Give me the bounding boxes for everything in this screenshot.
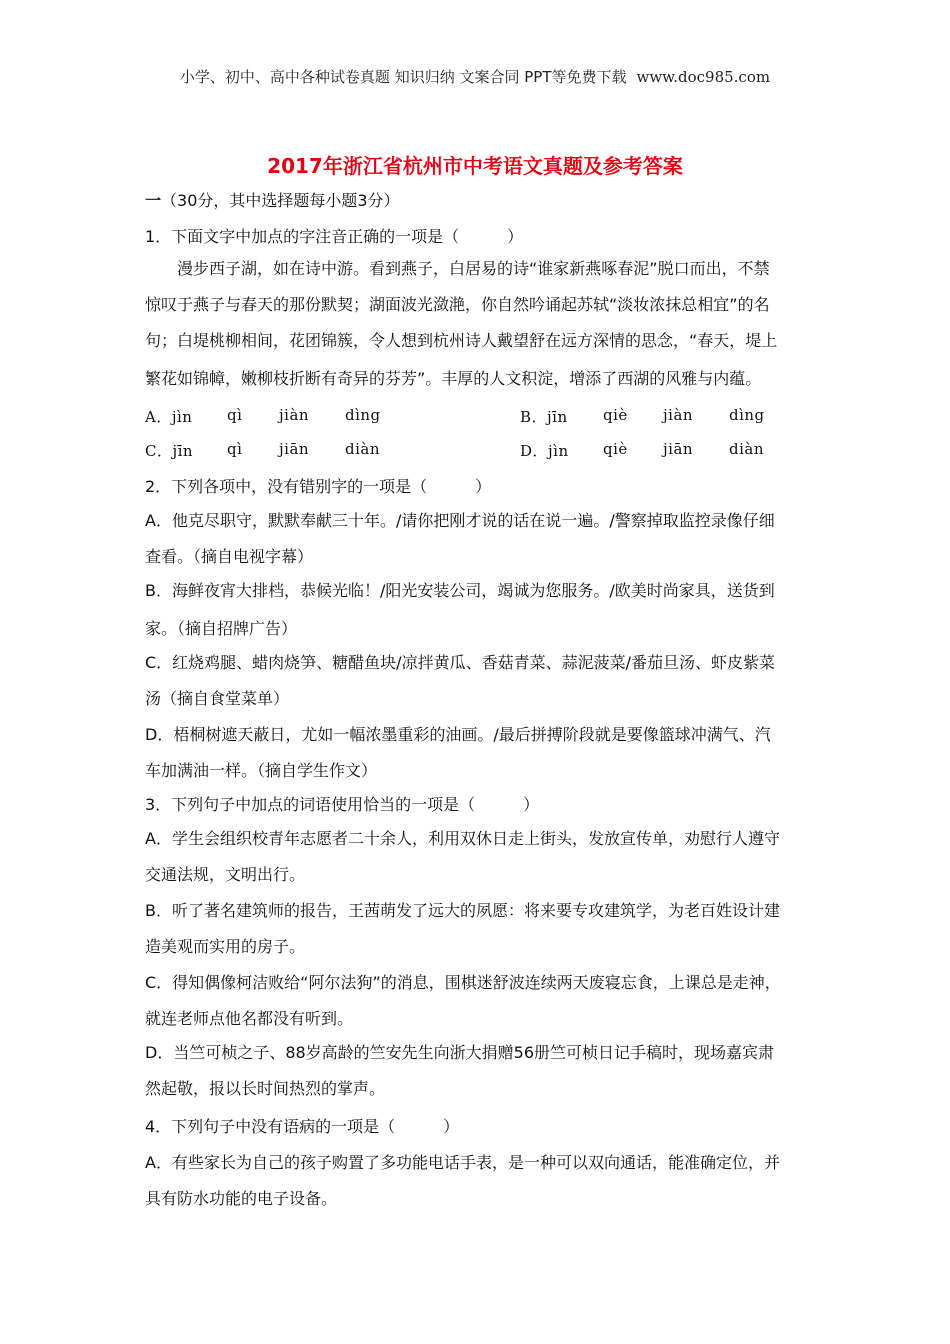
option-pinyin: qì xyxy=(227,440,243,458)
q2-option-a[interactable]: A．他克尽职守，默默奉献三十年。/请你把刚才说的话在说一遍。/警察掉取监控录像仔细 xyxy=(145,511,775,530)
option-pinyin: dìng xyxy=(729,406,765,424)
option-pinyin: diàn xyxy=(345,440,381,458)
q3-option-d[interactable]: D．当竺可桢之子、88岁高龄的竺安先生向浙大捐赠56册竺可桢日记手稿时，现场嘉宾肃 xyxy=(145,1043,775,1062)
option-pinyin: qì xyxy=(227,406,243,424)
q3-option-a[interactable]: A．学生会组织校青年志愿者二十余人，利用双休日走上街头，发放宣传单，劝慰行人遵守 xyxy=(145,829,780,848)
option-label: A．jìn xyxy=(145,408,193,426)
header-text: 小学、初中、高中各种试卷真题 知识归纳 文案合同 PPT等免费下载 xyxy=(179,68,627,86)
option-label: B．jīn xyxy=(520,408,568,426)
q2-option-c-cont: 汤（摘自食堂菜单） xyxy=(145,689,290,708)
q1-passage-line: 繁花如锦幛，嫩柳枝折断有奇异的芬芳”。丰厚的人文积淀，增添了西湖的风雅与内蕴。 xyxy=(145,369,762,388)
q2-option-c[interactable]: C．红烧鸡腿、蜡肉烧笋、糖醋鱼块/凉拌黄瓜、香菇青菜、蒜泥菠菜/番茄旦汤、虾皮紫菜 xyxy=(145,653,775,672)
q3-option-d-cont: 然起敬，报以长时间热烈的掌声。 xyxy=(145,1079,386,1098)
q3-option-c[interactable]: C．得知偶像柯洁败给“阿尔法狗”的消息，围棋迷舒波连续两天废寝忘食，上课总是走神， xyxy=(145,973,781,992)
option-pinyin: dìng xyxy=(345,406,381,424)
header-site[interactable]: www.doc985.com xyxy=(636,68,771,86)
section-mark: 一 xyxy=(145,191,162,210)
page-header xyxy=(0,66,950,87)
option-pinyin: jiàn xyxy=(279,406,310,424)
q1-passage-line: 句；白堤桃柳相间，花团锦簇，令人想到杭州诗人戴望舒在远方深情的思念，“春天，堤上 xyxy=(145,331,778,350)
section-heading xyxy=(145,188,400,211)
q2-option-b[interactable]: B．海鲜夜宵大排档，恭候光临！/阳光安装公司，竭诚为您服务。/欧美时尚家具，送货到 xyxy=(145,581,775,600)
q3-option-b[interactable]: B．听了著名建筑师的报告，王茜萌发了远大的夙愿：将来要专攻建筑学，为老百姓设计建 xyxy=(145,901,780,920)
option-label: C．jīn xyxy=(145,442,194,460)
q2-option-d[interactable]: D．梧桐树遮天蔽日，尤如一幅浓墨重彩的油画。/最后拼搏阶段就是要像篮球冲满气、汽 xyxy=(145,725,771,744)
option-pinyin: qiè xyxy=(603,440,628,458)
q4-option-a-cont: 具有防水功能的电子设备。 xyxy=(145,1189,338,1208)
q1-passage-line: 惊叹于燕子与春天的那份默契；湖面波光潋滟，你自然吟诵起苏轼“淡妆浓抹总相宜”的名 xyxy=(145,295,770,314)
q1-stem: 1．下面文字中加点的字注音正确的一项是（ ） xyxy=(145,227,524,246)
option-pinyin: jiàn xyxy=(663,406,694,424)
document-title: 2017年浙江省杭州市中考语文真题及参考答案 xyxy=(267,154,683,178)
option-pinyin: jiān xyxy=(663,440,694,458)
option-pinyin: diàn xyxy=(729,440,765,458)
q2-option-d-cont: 车加满油一样。（摘自学生作文） xyxy=(145,761,378,780)
q3-option-a-cont: 交通法规，文明出行。 xyxy=(145,865,306,884)
q2-stem: 2．下列各项中，没有错别字的一项是（ ） xyxy=(145,477,492,496)
q2-option-a-cont: 查看。（摘自电视字幕） xyxy=(145,547,314,566)
q3-option-c-cont: 就连老师点他名都没有听到。 xyxy=(145,1009,354,1028)
section-desc: （30分，其中选择题每小题3分） xyxy=(161,191,400,210)
q1-passage-line: 漫步西子湖，如在诗中游。看到燕子，白居易的诗“谁家新燕啄春泥”脱口而出，不禁 xyxy=(177,259,770,278)
q4-option-a[interactable]: A．有些家长为自己的孩子购置了多功能电话手表，是一种可以双向通话，能准确定位，并 xyxy=(145,1153,780,1172)
q3-stem: 3．下列句子中加点的词语使用恰当的一项是（ ） xyxy=(145,795,540,814)
q2-option-b-cont: 家。（摘自招牌广告） xyxy=(145,619,298,638)
q3-option-b-cont: 造美观而实用的房子。 xyxy=(145,937,306,956)
option-label: D．jìn xyxy=(520,442,569,460)
option-pinyin: jiān xyxy=(279,440,310,458)
q4-stem: 4．下列句子中没有语病的一项是（ ） xyxy=(145,1117,460,1136)
option-pinyin: qiè xyxy=(603,406,628,424)
